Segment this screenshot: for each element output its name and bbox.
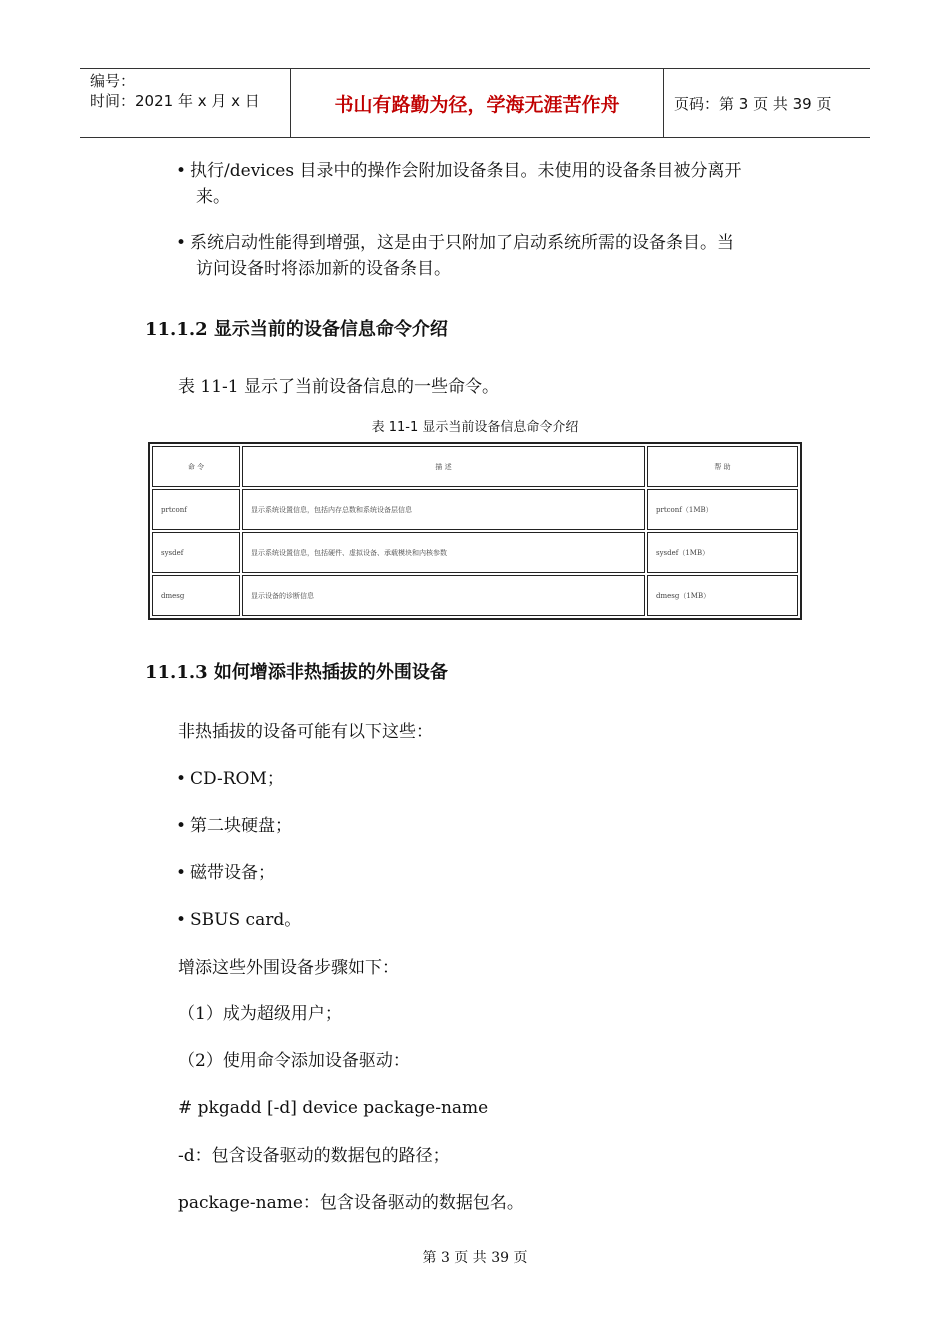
table-cell: 显示设备的诊断信息 [242, 575, 645, 616]
table-row [152, 532, 798, 573]
paragraph: 表 11-1 显示了当前设备信息的一些命令。 [178, 377, 499, 397]
table-row [152, 575, 798, 616]
time-label: 时间：2021 年 x 月 x 日 [90, 92, 260, 110]
device-list-item: • CD-ROM； [176, 766, 284, 792]
section-heading: 11.1.2 显示当前的设备信息命令介绍 [145, 319, 448, 340]
device-list-item: • 第二块硬盘； [176, 813, 292, 839]
device-list-item: • SBUS card。 [176, 907, 301, 933]
header-cell: 描 述 [242, 446, 645, 487]
number-label: 编号： [90, 72, 136, 90]
table-cell: 显示系统设置信息，包括硬件、虚拟设备、承载模块和内核参数 [242, 532, 645, 573]
table-caption: 表 11-1 显示当前设备信息命令介绍 [371, 420, 579, 435]
paragraph: 非热插拔的设备可能有以下这些： [178, 722, 433, 742]
section-heading: 11.1.3 如何增添非热插拔的外围设备 [145, 662, 448, 683]
step-item: （1）成为超级用户； [178, 1004, 342, 1024]
bullet-item-continuation: 来。 [196, 187, 230, 207]
table-cell: 显示系统设置信息，包括内存总数和系统设备层信息 [242, 489, 645, 530]
table-cell: prtconf [152, 489, 240, 530]
paragraph: 增添这些外围设备步骤如下： [178, 958, 399, 978]
table-cell: dmesg [152, 575, 240, 616]
page-footer: 第 3 页 共 39 页 [422, 1250, 528, 1266]
bullet-item: • 执行/devices 目录中的操作会附加设备条目。未使用的设备条目被分离开 [176, 158, 741, 184]
table-row [152, 489, 798, 530]
command-line: # pkgadd [-d] device package-name [178, 1098, 489, 1118]
table-cell: sysdef（1MB） [647, 532, 798, 573]
header-motto: 书山有路勤为径，学海无涯苦作舟 [291, 69, 664, 137]
header-cell: 帮 助 [647, 446, 798, 487]
bullet-item-continuation: 访问设备时将添加新的设备条目。 [196, 259, 451, 279]
header-page-label: 页码：第 3 页 共 39 页 [674, 94, 832, 113]
option-description: package-name：包含设备驱动的数据包名。 [178, 1193, 524, 1213]
bullet-item: • 系统启动性能得到增强，这是由于只附加了启动系统所需的设备条目。当 [176, 230, 734, 256]
command-table [148, 442, 802, 620]
device-list-item: • 磁带设备； [176, 860, 275, 886]
header-cell: 命 令 [152, 446, 240, 487]
step-item: （2）使用命令添加设备驱动： [178, 1051, 410, 1071]
header-meta [80, 69, 291, 137]
table-cell: dmesg（1MB） [647, 575, 798, 616]
table-cell: sysdef [152, 532, 240, 573]
table-cell: prtconf（1MB） [647, 489, 798, 530]
option-description: -d：包含设备驱动的数据包的路径； [178, 1146, 450, 1166]
page-header [80, 68, 870, 138]
table-header-row [152, 446, 798, 487]
